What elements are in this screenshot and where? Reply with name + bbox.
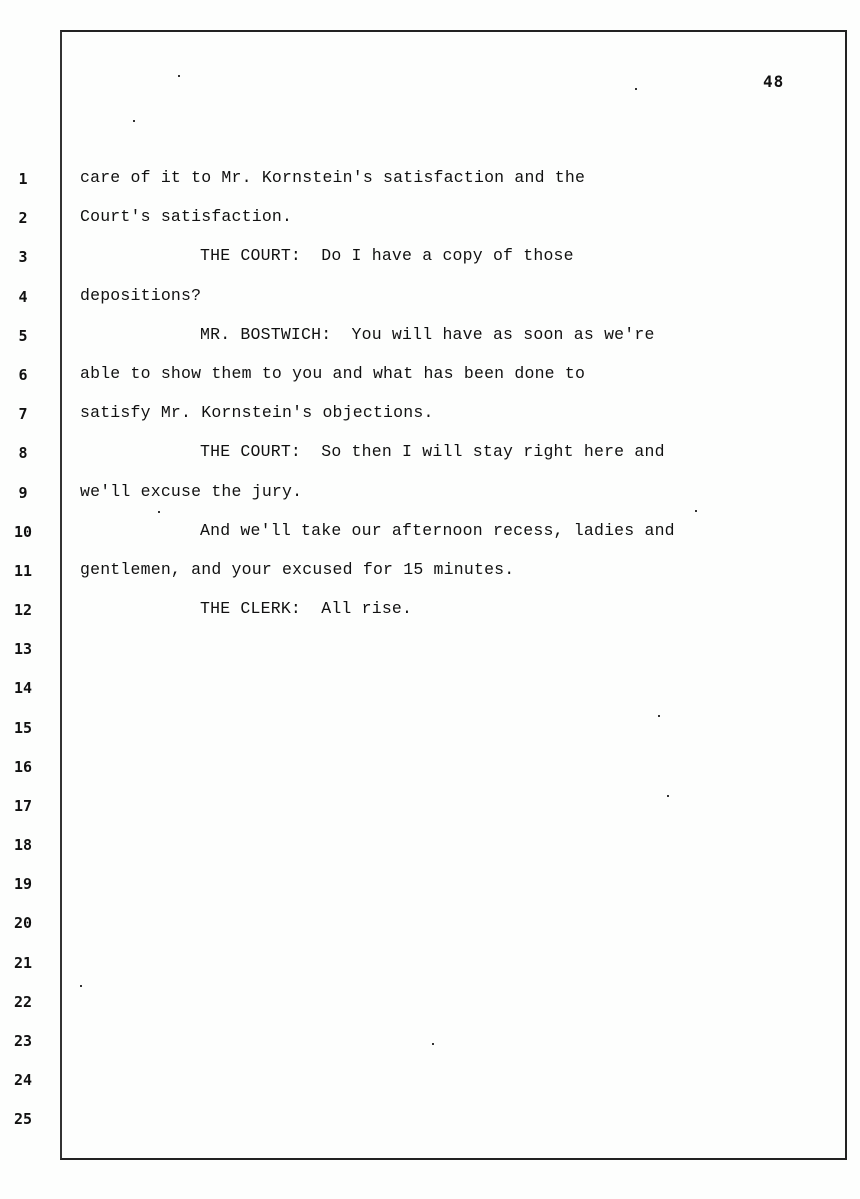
transcript-line: we'll excuse the jury. xyxy=(80,482,303,501)
transcript-line: able to show them to you and what has been done to xyxy=(80,364,586,383)
line-number: 18 xyxy=(13,836,33,854)
page-number: 48 xyxy=(763,72,785,91)
speaker-line: THE COURT: So then I will stay right here and xyxy=(200,442,665,461)
speaker-line: MR. BOSTWICH: You will have as soon as we're xyxy=(200,325,655,344)
transcript-line: gentlemen, and your excused for 15 minutes. xyxy=(80,560,515,579)
line-number: 22 xyxy=(13,993,33,1011)
scan-speck xyxy=(658,715,660,717)
speaker-line: THE CLERK: All rise. xyxy=(200,599,413,618)
speaker-line: THE COURT: Do I have a copy of those xyxy=(200,246,574,265)
line-number: 5 xyxy=(18,327,28,345)
line-number: 23 xyxy=(13,1032,33,1050)
line-number: 21 xyxy=(13,954,33,972)
line-number: 12 xyxy=(13,601,33,619)
line-number: 7 xyxy=(18,405,28,423)
line-number: 2 xyxy=(18,209,28,227)
line-number: 6 xyxy=(18,366,28,384)
line-number: 11 xyxy=(13,562,33,580)
line-number: 8 xyxy=(18,444,28,462)
scan-speck xyxy=(635,88,637,90)
line-number: 10 xyxy=(13,523,33,541)
transcript-line: Court's satisfaction. xyxy=(80,207,293,226)
scan-speck xyxy=(158,511,160,513)
scan-speck xyxy=(695,510,697,512)
scan-speck xyxy=(80,985,82,987)
line-number: 19 xyxy=(13,875,33,893)
line-number: 1 xyxy=(18,170,28,188)
scan-speck xyxy=(178,75,180,77)
line-number: 9 xyxy=(18,484,28,502)
line-number: 20 xyxy=(13,914,33,932)
line-number: 24 xyxy=(13,1071,33,1089)
line-number: 25 xyxy=(13,1110,33,1128)
scan-speck xyxy=(667,795,669,797)
transcript-line: satisfy Mr. Kornstein's objections. xyxy=(80,403,434,422)
scan-speck xyxy=(432,1043,434,1045)
scan-speck xyxy=(133,120,135,122)
page-frame xyxy=(60,30,847,1160)
line-number: 17 xyxy=(13,797,33,815)
transcript-line: depositions? xyxy=(80,286,202,305)
line-number: 4 xyxy=(18,288,28,306)
line-number: 15 xyxy=(13,719,33,737)
transcript-line: And we'll take our afternoon recess, ladies and xyxy=(200,521,675,540)
transcript-line: care of it to Mr. Kornstein's satisfaction and the xyxy=(80,168,586,187)
line-number: 3 xyxy=(18,248,28,266)
line-number: 14 xyxy=(13,679,33,697)
line-number: 13 xyxy=(13,640,33,658)
line-number: 16 xyxy=(13,758,33,776)
